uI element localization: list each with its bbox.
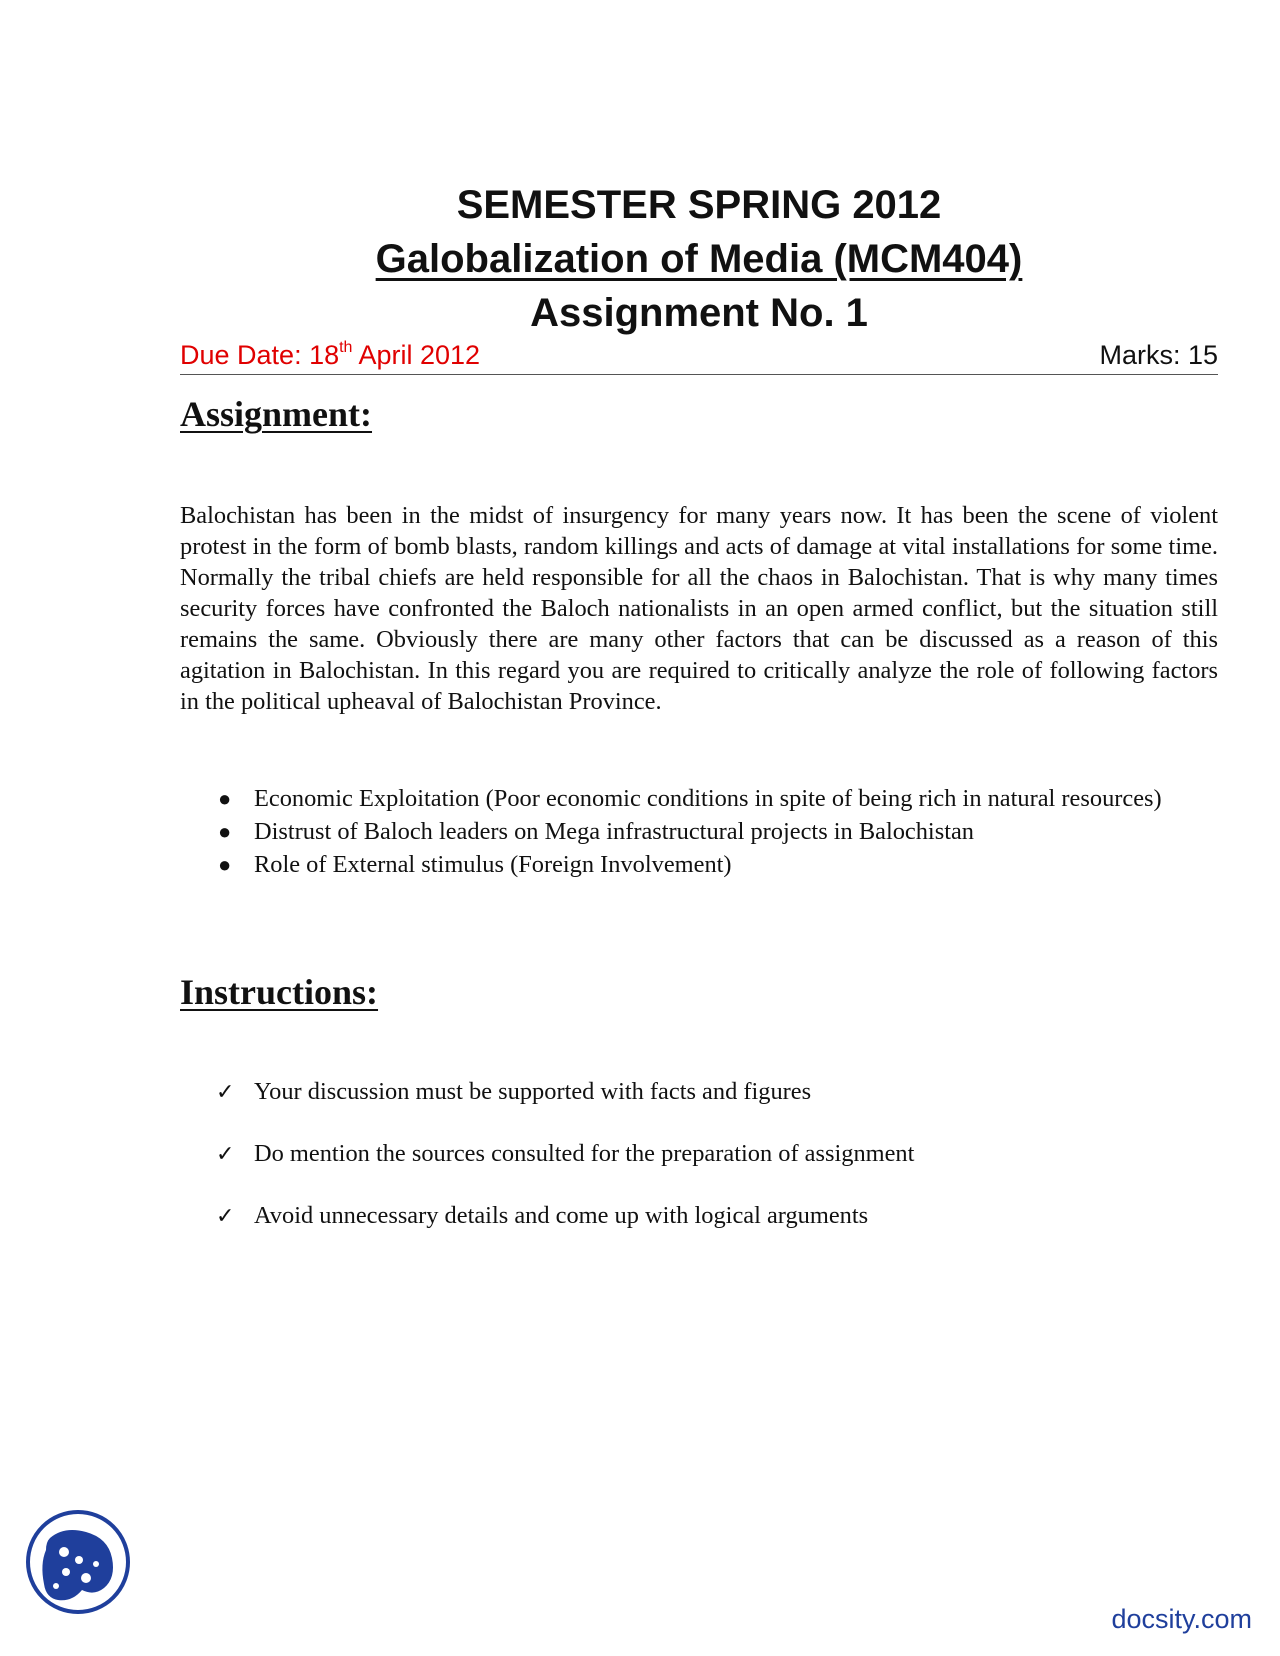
bullet-icon: ● xyxy=(218,786,232,811)
due-date-row xyxy=(180,340,1218,375)
checkmark-icon: ✓ xyxy=(216,1079,235,1104)
docsity-brand-link[interactable]: docsity.com xyxy=(1111,1604,1252,1634)
factor-text: Distrust of Baloch leaders on Mega infrastructural projects in Balochistan xyxy=(254,818,975,845)
list-item xyxy=(180,1200,1218,1231)
due-date xyxy=(180,340,480,371)
factors-list xyxy=(180,783,1218,882)
instruction-text: Avoid unnecessary details and come up with logical arguments xyxy=(254,1202,869,1229)
due-date-prefix: Due Date: 18 xyxy=(180,340,340,370)
checkmark-icon: ✓ xyxy=(216,1141,235,1166)
due-date-ordinal: th xyxy=(339,339,353,356)
bullet-icon: ● xyxy=(218,852,232,877)
document-header xyxy=(180,178,1218,340)
docsity-logo-icon xyxy=(24,1508,132,1616)
course-title xyxy=(180,232,1218,286)
semester-title: SEMESTER SPRING 2012 xyxy=(456,183,942,227)
instruction-text: Do mention the sources consulted for the preparation of assignment xyxy=(254,1140,915,1167)
due-date-suffix: April 2012 xyxy=(352,340,481,370)
assignment-paragraph: Balochistan has been in the midst of insurgency for many years now. It has been the scene of violent protest in the form of bomb blasts, random killings and acts of damage at vital installations for some time. Normally the tribal chiefs are held responsible for all the chaos in Balochistan. That is why many times security forces have confronted the Baloch nationalists in an open armed conflict, but the situation still remains the same. Obviously there are many other factors that can be discussed as a reason of this agitation in Balochistan. In this regard you are required to critically analyze the role of following factors in the political upheaval of Balochistan Province. xyxy=(180,502,1218,715)
list-item xyxy=(180,849,1218,880)
list-item xyxy=(180,816,1218,847)
list-item xyxy=(180,1076,1218,1107)
marks-label: Marks: 15 xyxy=(1099,340,1218,370)
bullet-icon: ● xyxy=(218,819,232,844)
course-title-text: Galobalization of Media (MCM404) xyxy=(375,237,1023,281)
factor-text: Economic Exploitation (Poor economic conditions in spite of being rich in natural resources) xyxy=(254,785,1162,812)
assignment-heading: Assignment: xyxy=(180,394,373,434)
list-item xyxy=(180,783,1218,814)
checkmark-icon: ✓ xyxy=(216,1203,235,1228)
assignment-number: Assignment No. 1 xyxy=(530,291,868,335)
instructions-list xyxy=(180,1076,1218,1262)
factor-text: Role of External stimulus (Foreign Involvement) xyxy=(254,851,732,878)
instruction-text: Your discussion must be supported with facts and figures xyxy=(254,1078,812,1105)
list-item xyxy=(180,1138,1218,1169)
instructions-heading: Instructions: xyxy=(180,972,379,1012)
